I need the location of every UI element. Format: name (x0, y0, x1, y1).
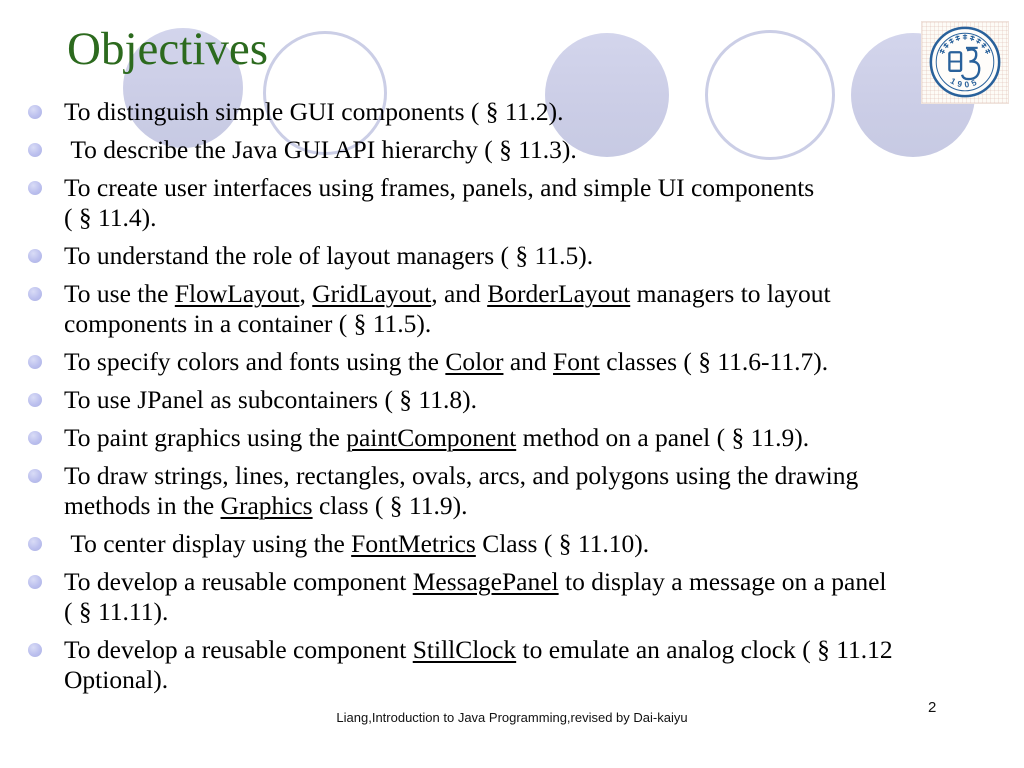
bullet-text: classes ( § 11.6-11.7). (599, 347, 829, 376)
bullet-text: Class ( § 11.10). (475, 529, 650, 558)
list-item (22, 279, 1004, 339)
bullet-text: components in a container ( § 11.5). (64, 309, 432, 338)
bullet-text: To paint graphics using the (64, 423, 347, 452)
bullet-icon (28, 393, 42, 407)
list-item (22, 385, 1004, 415)
bullet-text: To center display using the (64, 529, 352, 558)
bullet-text: To distinguish simple GUI components ( § 11.2). (64, 97, 564, 126)
bullet-text: , (299, 279, 313, 308)
bullet-text: To develop a reusable component (64, 567, 413, 596)
bullet-icon (28, 537, 42, 551)
bullet-text: method on a panel ( § 11.9). (516, 423, 810, 452)
university-seal-logo (921, 21, 1009, 104)
bullet-text: to display a message on a panel (558, 567, 887, 596)
bullet-text: class ( § 11.9). (312, 491, 468, 520)
slide-title: Objectives (67, 23, 268, 75)
bullet-text: methods in the (64, 491, 221, 520)
underlined-term: GridLayout (312, 279, 432, 308)
list-item (22, 173, 1004, 233)
bullet-text: To specify colors and fonts using the (64, 347, 446, 376)
underlined-term: paintComponent (346, 423, 517, 452)
bullet-text: to emulate an analog clock ( § 11.12 (516, 635, 893, 664)
list-item (22, 423, 1004, 453)
bullet-text: ( § 11.11). (64, 597, 169, 626)
bullet-text: To draw strings, lines, rectangles, ovals, arcs, and polygons using the drawing (64, 461, 859, 490)
bullet-icon (28, 105, 42, 119)
bullet-text: To describe the Java GUI API hierarchy ( § 11.3). (64, 135, 577, 164)
bullet-icon (28, 249, 42, 263)
bullet-text: and (503, 347, 554, 376)
list-item (22, 635, 1004, 695)
seal-year: 1905 (948, 75, 982, 90)
list-item (22, 135, 1004, 165)
list-item (22, 347, 1004, 377)
list-item (22, 567, 1004, 627)
list-item (22, 241, 1004, 271)
bullet-text: To use the (64, 279, 175, 308)
bullet-text: Optional). (64, 665, 169, 694)
list-item (22, 529, 1004, 559)
bullet-text: To create user interfaces using frames, panels, and simple UI components (64, 173, 815, 202)
underlined-term: FlowLayout (174, 279, 300, 308)
bullet-icon (28, 431, 42, 445)
bullet-icon (28, 355, 42, 369)
bullet-text: To develop a reusable component (64, 635, 413, 664)
bullet-icon (28, 181, 42, 195)
underlined-term: FontMetrics (351, 529, 476, 558)
underlined-term: MessagePanel (412, 567, 559, 596)
bullet-icon (28, 643, 42, 657)
underlined-term: Graphics (220, 491, 313, 520)
objectives-list (22, 97, 1004, 703)
bullet-text: ( § 11.4). (64, 203, 157, 232)
bullet-icon (28, 287, 42, 301)
bullet-icon (28, 469, 42, 483)
underlined-term: Color (445, 347, 504, 376)
bullet-text: , and (431, 279, 488, 308)
underlined-term: StillClock (412, 635, 517, 664)
bullet-icon (28, 575, 42, 589)
list-item (22, 97, 1004, 127)
bullet-icon (28, 143, 42, 157)
bullet-text: managers to layout (630, 279, 831, 308)
university-seal-icon (922, 22, 1008, 103)
page-number: 2 (928, 699, 937, 716)
list-item (22, 461, 1004, 521)
underlined-term: Font (553, 347, 600, 376)
underlined-term: BorderLayout (487, 279, 631, 308)
footer-credit: Liang,Introduction to Java Programming,revised by Dai-kaiyu (336, 710, 688, 725)
bullet-text: To use JPanel as subcontainers ( § 11.8). (64, 385, 477, 414)
bullet-text: To understand the role of layout managers ( § 11.5). (64, 241, 594, 270)
